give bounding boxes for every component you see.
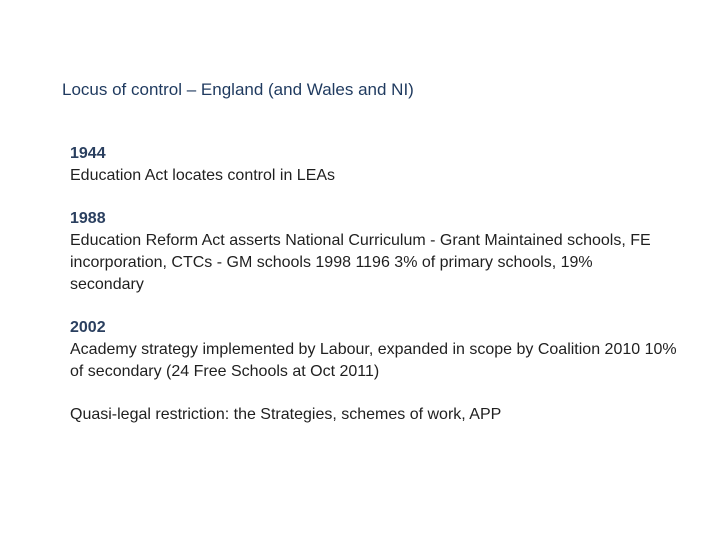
note-text: Quasi-legal restriction: the Strategies, schemes of work, APP (70, 406, 502, 423)
entry-text: Education Act locates control in LEAs (70, 167, 336, 184)
entry-text: Education Reform Act asserts National Curriculum - Grant Maintained schools, FE incorporation, CTCs - GM schools 1998 1196 3% of primary schools, 19% secondary (70, 232, 651, 293)
entry-2002 (70, 317, 690, 383)
entry-year: 2002 (70, 319, 106, 336)
entry-1988 (70, 208, 690, 296)
slide-title: Locus of control – England (and Wales and NI) (62, 80, 414, 99)
entry-1944 (70, 143, 690, 187)
entry-text: Academy strategy implemented by Labour, expanded in scope by Coalition 2010 10% of secondary (24 Free Schools at Oct 2011) (70, 341, 677, 380)
entry-year: 1944 (70, 145, 106, 162)
quasi-legal-note (70, 404, 690, 426)
slide-content (70, 143, 690, 426)
entry-year: 1988 (70, 210, 106, 227)
